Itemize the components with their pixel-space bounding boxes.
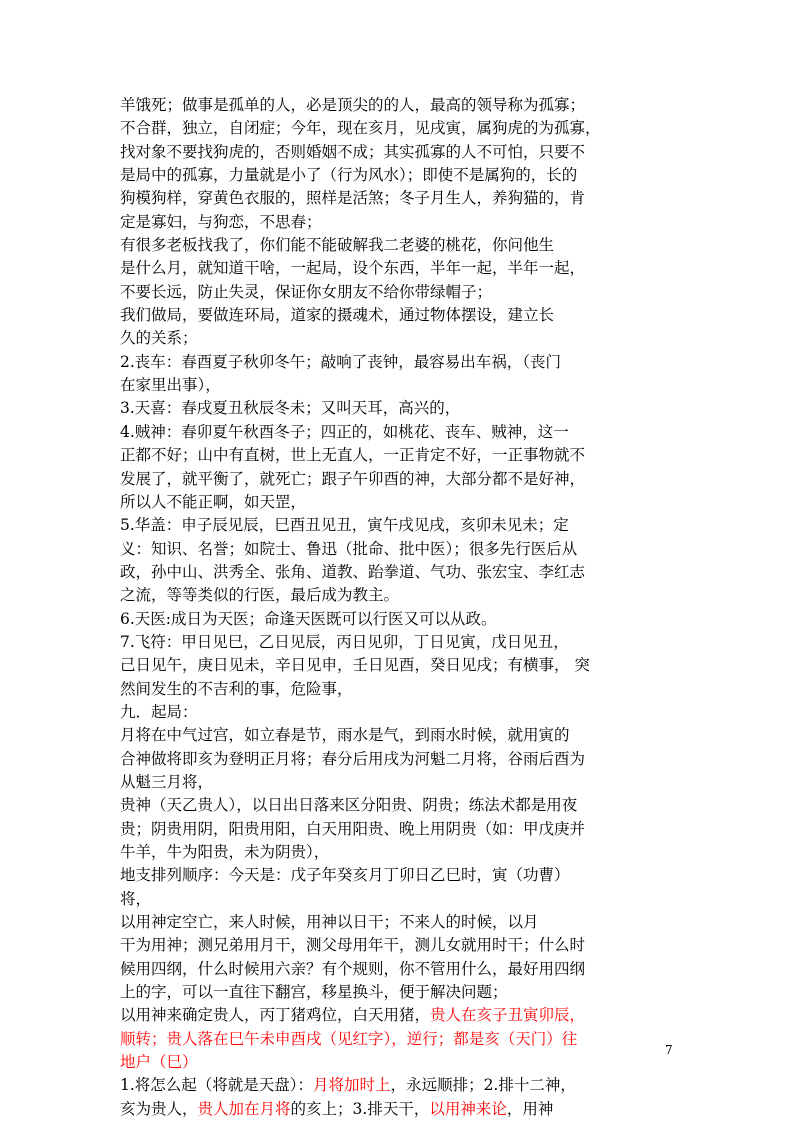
highlighted-text: 贵人加在月将 [197,1099,291,1118]
text-line: 正都不好；山中有直树，世上无直人，一正肯定不好，一正事物就不 [120,446,586,465]
text-line: 羊饿死；做事是孤单的人，必是顶尖的的人，最高的领导称为孤寡； [120,96,586,114]
text-line: 狗模狗样，穿黄色衣服的，照样是活煞；冬子月生人，养狗猫的，肯 [120,189,586,208]
text-line: 3.天喜：春戌夏丑秋辰冬未；又叫天耳，高兴的， [120,399,461,418]
text-line: 义：知识、名誉；如院士、鲁迅（批命、批中医）；很多先行医后从 [120,539,578,558]
document-body [120,94,620,1121]
text-line: 有很多老板找我了，你们能不能破解我二老婆的桃花，你问他生 [120,236,555,255]
text-line: 7.飞符：甲日见巳，乙日见辰，丙日见卯，丁日见寅，戊日见丑， [120,632,569,651]
highlighted-line: 地户（巳） [120,1053,198,1072]
text-line: 久的关系； [120,329,198,348]
text-line: 在家里出事）， [120,376,221,395]
text-line: 我们做局，要做连环局，道家的摄魂术，通过物体摆设，建立长 [120,306,555,325]
highlighted-line: 顺转；贵人落在巳午未申酉戌（见红字），逆行；都是亥（天门）往 [120,1029,578,1048]
text-line: 发展了，就平衡了，就死亡；跟子午卯酉的神，大部分都不是好神， [120,469,586,488]
text-line: 所以人不能正啊，如天罡， [120,492,307,511]
text-line: 之流，等等类似的行医，最后成为教主。 [120,586,400,605]
text-line: 地支排列顺序：今天是：戊子年癸亥月丁卯日乙巳时，寅（功曹） [120,866,570,885]
text-line: 以用神定空亡，来人时候，用神以日干；不来人的时候，以月 [120,913,539,932]
text-line: 找对象不要找狗虎的，否则婚姻不成；其实孤寡的人不可怕，只要不 [120,142,586,161]
text-line: 候用四纲，什么时候用六亲？有个规则，你不管用什么，最好用四纲 [120,959,586,978]
text-line: 贵神（天乙贵人），以日出日落来区分阳贵、阴贵；练法术都是用夜 [120,796,578,815]
text-line: 合神做将即亥为登明正月将；春分后用戌为河魁二月将，谷雨后酉为 [120,749,586,768]
text-line: 4.贼神：春卯夏午秋酉冬子；四正的，如桃花、丧车、贼神，这一 [120,422,569,441]
section-heading: 九．起局： [120,702,198,721]
highlighted-text: 月将加时上 [313,1076,391,1095]
text-line: 以用神来确定贵人，丙丁猪鸡位，白天用猪，贵人在亥子丑寅卯辰， [120,1006,586,1025]
text-line: 月将在中气过宫，如立春是节，雨水是气，到雨水时候，就用寅的 [120,726,570,745]
text-line: 是局中的孤寡，力量就是小了（行为风水）；即使不是属狗的，长的 [120,166,578,185]
text-line: 1.将怎么起（将就是天盘）：月将加时上，永远顺排；2.排十二神， [120,1076,576,1095]
text-line: 2.丧车：春酉夏子秋卯冬午；敲响了丧钟，最容易出车祸，（丧门 [120,352,562,371]
text-line: 从魁三月将， [120,772,214,791]
text-line: 5.华盖：申子辰见辰，巳酉丑见丑，寅午戌见戌，亥卯未见未；定 [120,516,569,535]
highlighted-text: 以用神来论 [429,1099,507,1118]
text-line: 己日见午，庚日见未，辛日见申，壬日见酉，癸日见戌；有横事， 突 [120,656,590,675]
text-line: 定是寡妇，与狗恋，不思春； [120,212,322,231]
text-line: 上的字，可以一直往下翻宫，移星换斗，便于解决问题； [120,983,508,1002]
text-line: 政，孙中山、洪秀全、张角、道教、跆拳道、气功、张宏宝、李红志 [120,562,586,581]
text-line: 然间发生的不吉利的事，危险事， [120,679,353,698]
highlighted-text: 贵人在亥子丑寅卯辰， [430,1006,586,1025]
text-line: 牛羊，牛为阳贵，未为阴贵）， [120,843,330,861]
text-line: 干为用神；测兄弟用月干，测父母用年干，测儿女就用时干；什么时 [120,936,586,955]
text-line: 不合群，独立，自闭症；今年，现在亥月，见戌寅，属狗虎的为孤寡， [120,119,601,138]
text-line: 贵；阴贵用阴，阳贵用阳，白天用阳贵、晚上用阴贵（如：甲戊庚并 [120,819,586,838]
text-line: 6.天医:成日为天医；命逢天医既可以行医又可以从政。 [120,609,497,628]
text-line: 不要长远，防止失灵，保证你女朋友不给你带绿帽子； [120,282,493,301]
text-line: 将， [120,889,152,908]
page-number: 7 [665,1043,673,1057]
text-line: 是什么月，就知道干啥，一起局，设个东西，半年一起，半年一起， [120,259,586,278]
text-line: 亥为贵人，贵人加在月将的亥上；3.排天干，以用神来论，用神 [120,1099,554,1118]
